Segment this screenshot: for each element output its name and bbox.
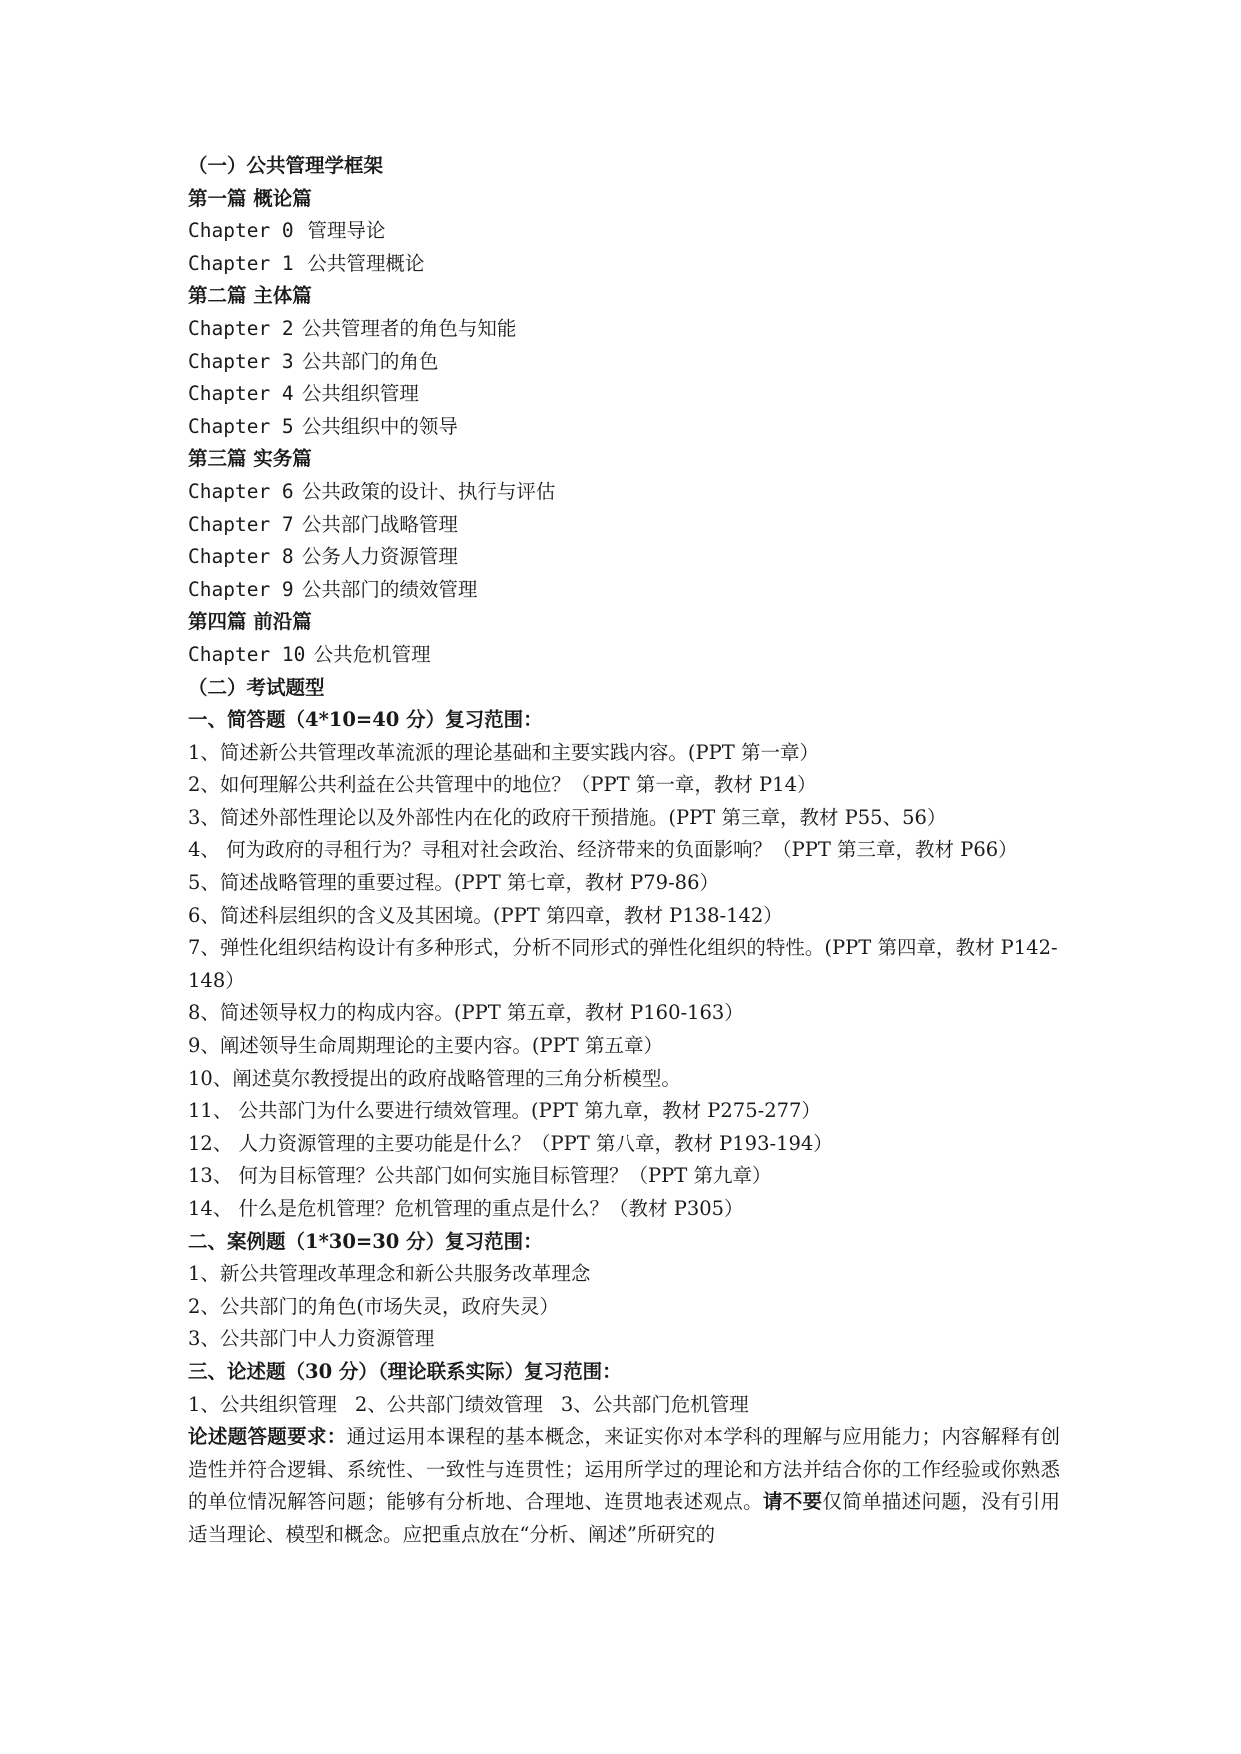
list-item: 13、 何为目标管理？公共部门如何实施目标管理？（PPT 第九章） xyxy=(188,1164,772,1188)
case-heading: 二、案例题（1*30=30 分）复习范围： xyxy=(188,1229,543,1253)
short-answer-heading: 一、简答题（4*10=40 分）复习范围： xyxy=(188,708,543,732)
part-title: 第二篇 主体篇 xyxy=(188,284,312,308)
chapter-line xyxy=(188,248,1060,281)
document-body xyxy=(188,150,1060,1552)
chapter-line xyxy=(188,476,1060,509)
list-item: 1、简述新公共管理改革流派的理论基础和主要实践内容。(PPT 第一章） xyxy=(188,740,819,764)
chapter-title: 公共部门的绩效管理 xyxy=(301,577,478,601)
chapter-line xyxy=(188,574,1060,607)
list-item: 8、简述领导权力的构成内容。(PPT 第五章，教材 P160-163） xyxy=(188,1001,744,1025)
chapter-line xyxy=(188,346,1060,379)
chapter-line xyxy=(188,378,1060,411)
chapter-label: Chapter 6 xyxy=(188,479,294,503)
chapter-line xyxy=(188,313,1060,346)
chapter-label: Chapter 3 xyxy=(188,349,294,373)
list-item: 14、 什么是危机管理？危机管理的重点是什么？（教材 P305） xyxy=(188,1197,744,1220)
chapter-title: 公务人力资源管理 xyxy=(301,545,458,569)
chapter-title: 公共组织管理 xyxy=(301,382,419,406)
chapter-line xyxy=(188,509,1060,542)
chapter-title: 管理导论 xyxy=(307,219,386,243)
requirement-label: 论述题答题要求： xyxy=(188,1425,347,1449)
list-item: 2、公共部门的角色(市场失灵，政府失灵） xyxy=(188,1294,560,1318)
chapter-title: 公共政策的设计、执行与评估 xyxy=(301,479,556,503)
chapter-line xyxy=(188,215,1060,248)
requirement-text-continued: 仅简单描述问题，没有引用适当理论、模型和概念。应把重点放在“分析、阐述”所研究的 xyxy=(188,1490,1060,1546)
essay-heading: 三、论述题（30 分）（理论联系实际）复习范围： xyxy=(188,1359,622,1383)
part-title: 第一篇 概论篇 xyxy=(188,186,312,210)
essay-topics xyxy=(188,1389,1060,1422)
chapter-line xyxy=(188,541,1060,574)
list-item: 12、 人力资源管理的主要功能是什么？（PPT 第八章，教材 P193-194） xyxy=(188,1131,833,1155)
list-item: 6、简述科层组织的含义及其困境。(PPT 第四章，教材 P138-142） xyxy=(188,903,783,927)
list-item: 1、新公共管理改革理念和新公共服务改革理念 xyxy=(188,1262,591,1286)
chapter-line xyxy=(188,639,1060,672)
requirement-text: 通过运用本课程的基本概念，来证实你对本学科的理解与应用能力；内容解释有创造性并符合逻辑、系统性、一致性与连贯性；运用所学过的理论和方法并结合你的工作经验或你熟悉的单位情况解答问题；能够有分析地、合理地、连贯地表述观点。 xyxy=(188,1425,1060,1514)
framework-heading: （一）公共管理学框架 xyxy=(188,154,384,177)
chapter-label: Chapter 1 xyxy=(188,251,306,275)
chapter-title: 公共管理者的角色与知能 xyxy=(301,316,517,340)
chapter-title: 公共危机管理 xyxy=(313,642,431,666)
chapter-label: Chapter 10 xyxy=(188,642,306,666)
chapter-label: Chapter 5 xyxy=(188,414,294,438)
list-item: 5、简述战略管理的重要过程。(PPT 第七章，教材 P79-86） xyxy=(188,871,719,895)
list-item: 4、 何为政府的寻租行为？寻租对社会政治、经济带来的负面影响？（PPT 第三章，教材 P66） xyxy=(188,838,1018,862)
list-item: 2、如何理解公共利益在公共管理中的地位？（PPT 第一章，教材 P14） xyxy=(188,773,817,797)
part-title: 第四篇 前沿篇 xyxy=(188,610,312,634)
part-title: 第三篇 实务篇 xyxy=(188,447,312,471)
requirement-bold-tail: 请不要 xyxy=(762,1490,823,1514)
chapter-label: Chapter 2 xyxy=(188,316,294,340)
chapter-line xyxy=(188,411,1060,444)
chapter-label: Chapter 9 xyxy=(188,577,294,601)
exam-heading: （二）考试题型 xyxy=(188,675,325,699)
list-item: 9、阐述领导生命周期理论的主要内容。(PPT 第五章） xyxy=(188,1034,663,1058)
chapter-label: Chapter 0 xyxy=(188,219,306,243)
list-item: 11、 公共部门为什么要进行绩效管理。(PPT 第九章，教材 P275-277） xyxy=(188,1099,821,1123)
chapter-label: Chapter 4 xyxy=(188,382,294,406)
list-item: 7、弹性化组织结构设计有多种形式，分析不同形式的弹性化组织的特性。(PPT 第四章，教材 P142-148） xyxy=(188,936,1058,992)
chapter-label: Chapter 8 xyxy=(188,545,294,569)
list-item: 3、简述外部性理论以及外部性内在化的政府干预措施。(PPT 第三章，教材 P55、56） xyxy=(188,805,947,829)
chapter-label: Chapter 7 xyxy=(188,512,294,536)
list-item: 10、阐述莫尔教授提出的政府战略管理的三角分析模型。 xyxy=(188,1066,681,1090)
essay-requirement xyxy=(188,1421,1060,1551)
chapter-title: 公共部门战略管理 xyxy=(301,512,458,536)
chapter-title: 公共部门的角色 xyxy=(301,349,439,373)
list-item: 2、公共部门绩效管理 xyxy=(354,1392,543,1416)
chapter-title: 公共管理概论 xyxy=(307,251,425,275)
chapter-title: 公共组织中的领导 xyxy=(301,414,458,438)
list-item: 3、公共部门危机管理 xyxy=(560,1392,749,1416)
list-item: 1、公共组织管理 xyxy=(188,1392,337,1416)
list-item: 3、公共部门中人力资源管理 xyxy=(188,1327,435,1351)
